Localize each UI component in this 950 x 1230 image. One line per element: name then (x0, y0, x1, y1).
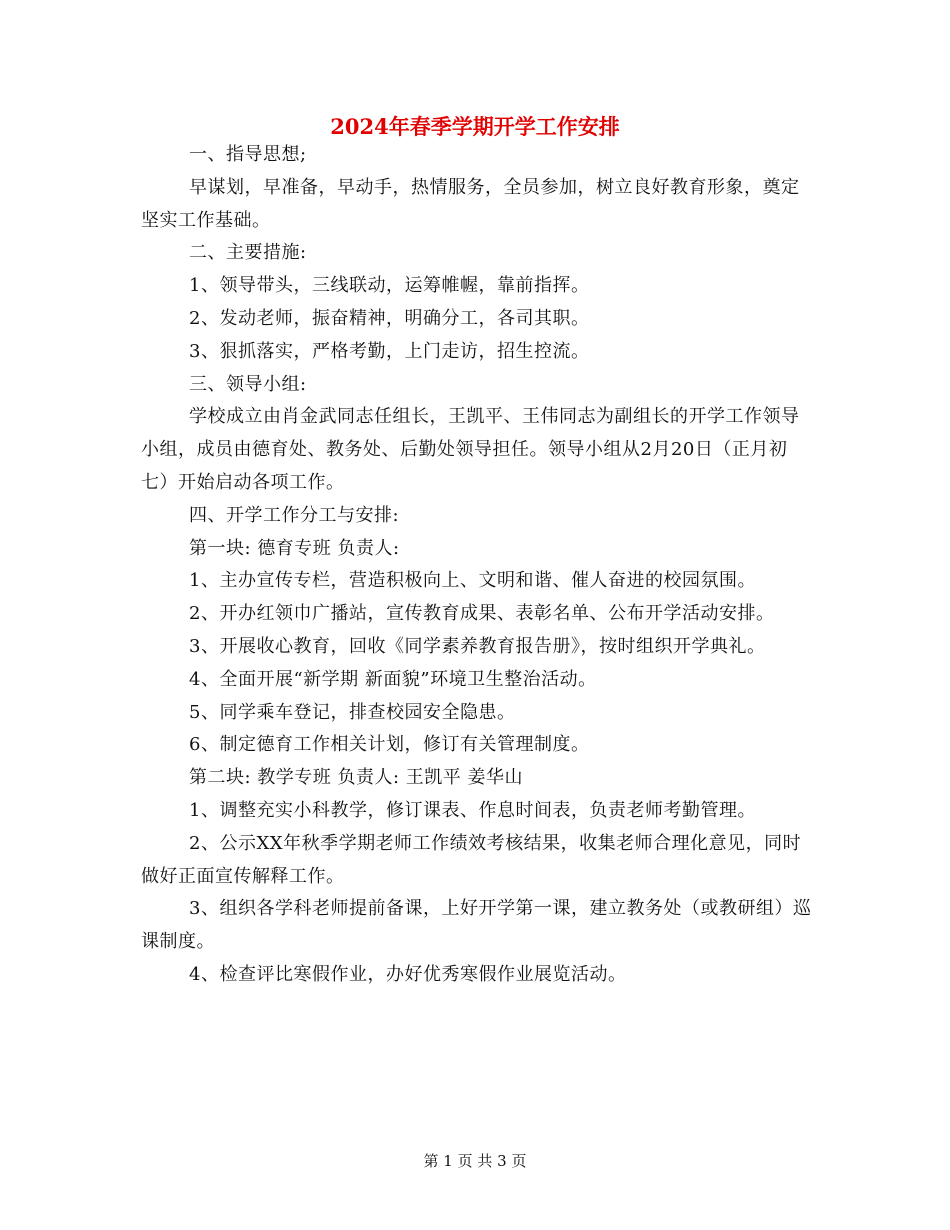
moral-item-3: 3、开展收心教育，回收《同学素养教育报告册》，按时组织开学典礼。 (189, 635, 766, 657)
teaching-item-2: 2、公示XX年秋季学期老师工作绩效考核结果，收集老师合理化意见，同时做好正面宣传解释工作。 (141, 832, 802, 887)
measure-item-1: 1、领导带头，三线联动，运筹帷幄，靠前指挥。 (189, 275, 590, 297)
measure-item-2: 2、发动老师，振奋精神，明确分工，各司其职。 (189, 307, 590, 329)
moral-item-1: 1、主办宣传专栏，营造积极向上、文明和谐、催人奋进的校园氛围。 (189, 570, 756, 592)
heading-guiding-ideology: 一、指导思想; (189, 144, 307, 165)
page-number-footer: 第 1 页 共 3 页 (423, 1152, 527, 1170)
moral-item-4: 4、全面开展“新学期 新面貌”环境卫生整治活动。 (189, 668, 597, 690)
paragraph-guiding-ideology: 早谋划，早准备，早动手，热情服务，全员参加，树立良好教育形象，奠定坚实工作基础。 (141, 176, 800, 231)
heading-work-division: 四、开学工作分工与安排: (189, 504, 400, 526)
section-teaching: 第二块: 教学专班 负责人: 王凯平 姜华山 (189, 767, 524, 789)
teaching-item-4: 4、检查评比寒假作业，办好优秀寒假作业展览活动。 (189, 963, 627, 985)
document-body (141, 139, 813, 992)
moral-item-6: 6、制定德育工作相关计划，修订有关管理制度。 (189, 734, 590, 756)
teaching-item-3: 3、组织各学科老师提前备课，上好开学第一课，建立教务处（或教研组）巡课制度。 (141, 898, 812, 953)
section-moral-education: 第一块: 德育专班 负责人: (189, 537, 400, 559)
moral-item-2: 2、开办红领巾广播站，宣传教育成果、表彰名单、公布开学活动安排。 (189, 603, 775, 625)
paragraph-leadership-group: 学校成立由肖金武同志任组长，王凯平、王伟同志为副组长的开学工作领导小组，成员由德育处、教务处、后勤处领导担任。领导小组从2月20日（正月初七）开始启动各项工作。 (141, 406, 800, 493)
document-title: 2024年春季学期开学工作安排 (330, 114, 620, 139)
heading-main-measures: 二、主要措施: (189, 242, 307, 264)
teaching-item-1: 1、调整充实小科教学，修订课表、作息时间表，负责老师考勤管理。 (189, 799, 756, 821)
heading-leadership-group: 三、领导小组: (189, 373, 307, 395)
measure-item-3: 3、狠抓落实，严格考勤，上门走访，招生控流。 (189, 340, 590, 362)
moral-item-5: 5、同学乘车登记，排查校园安全隐患。 (189, 701, 516, 723)
